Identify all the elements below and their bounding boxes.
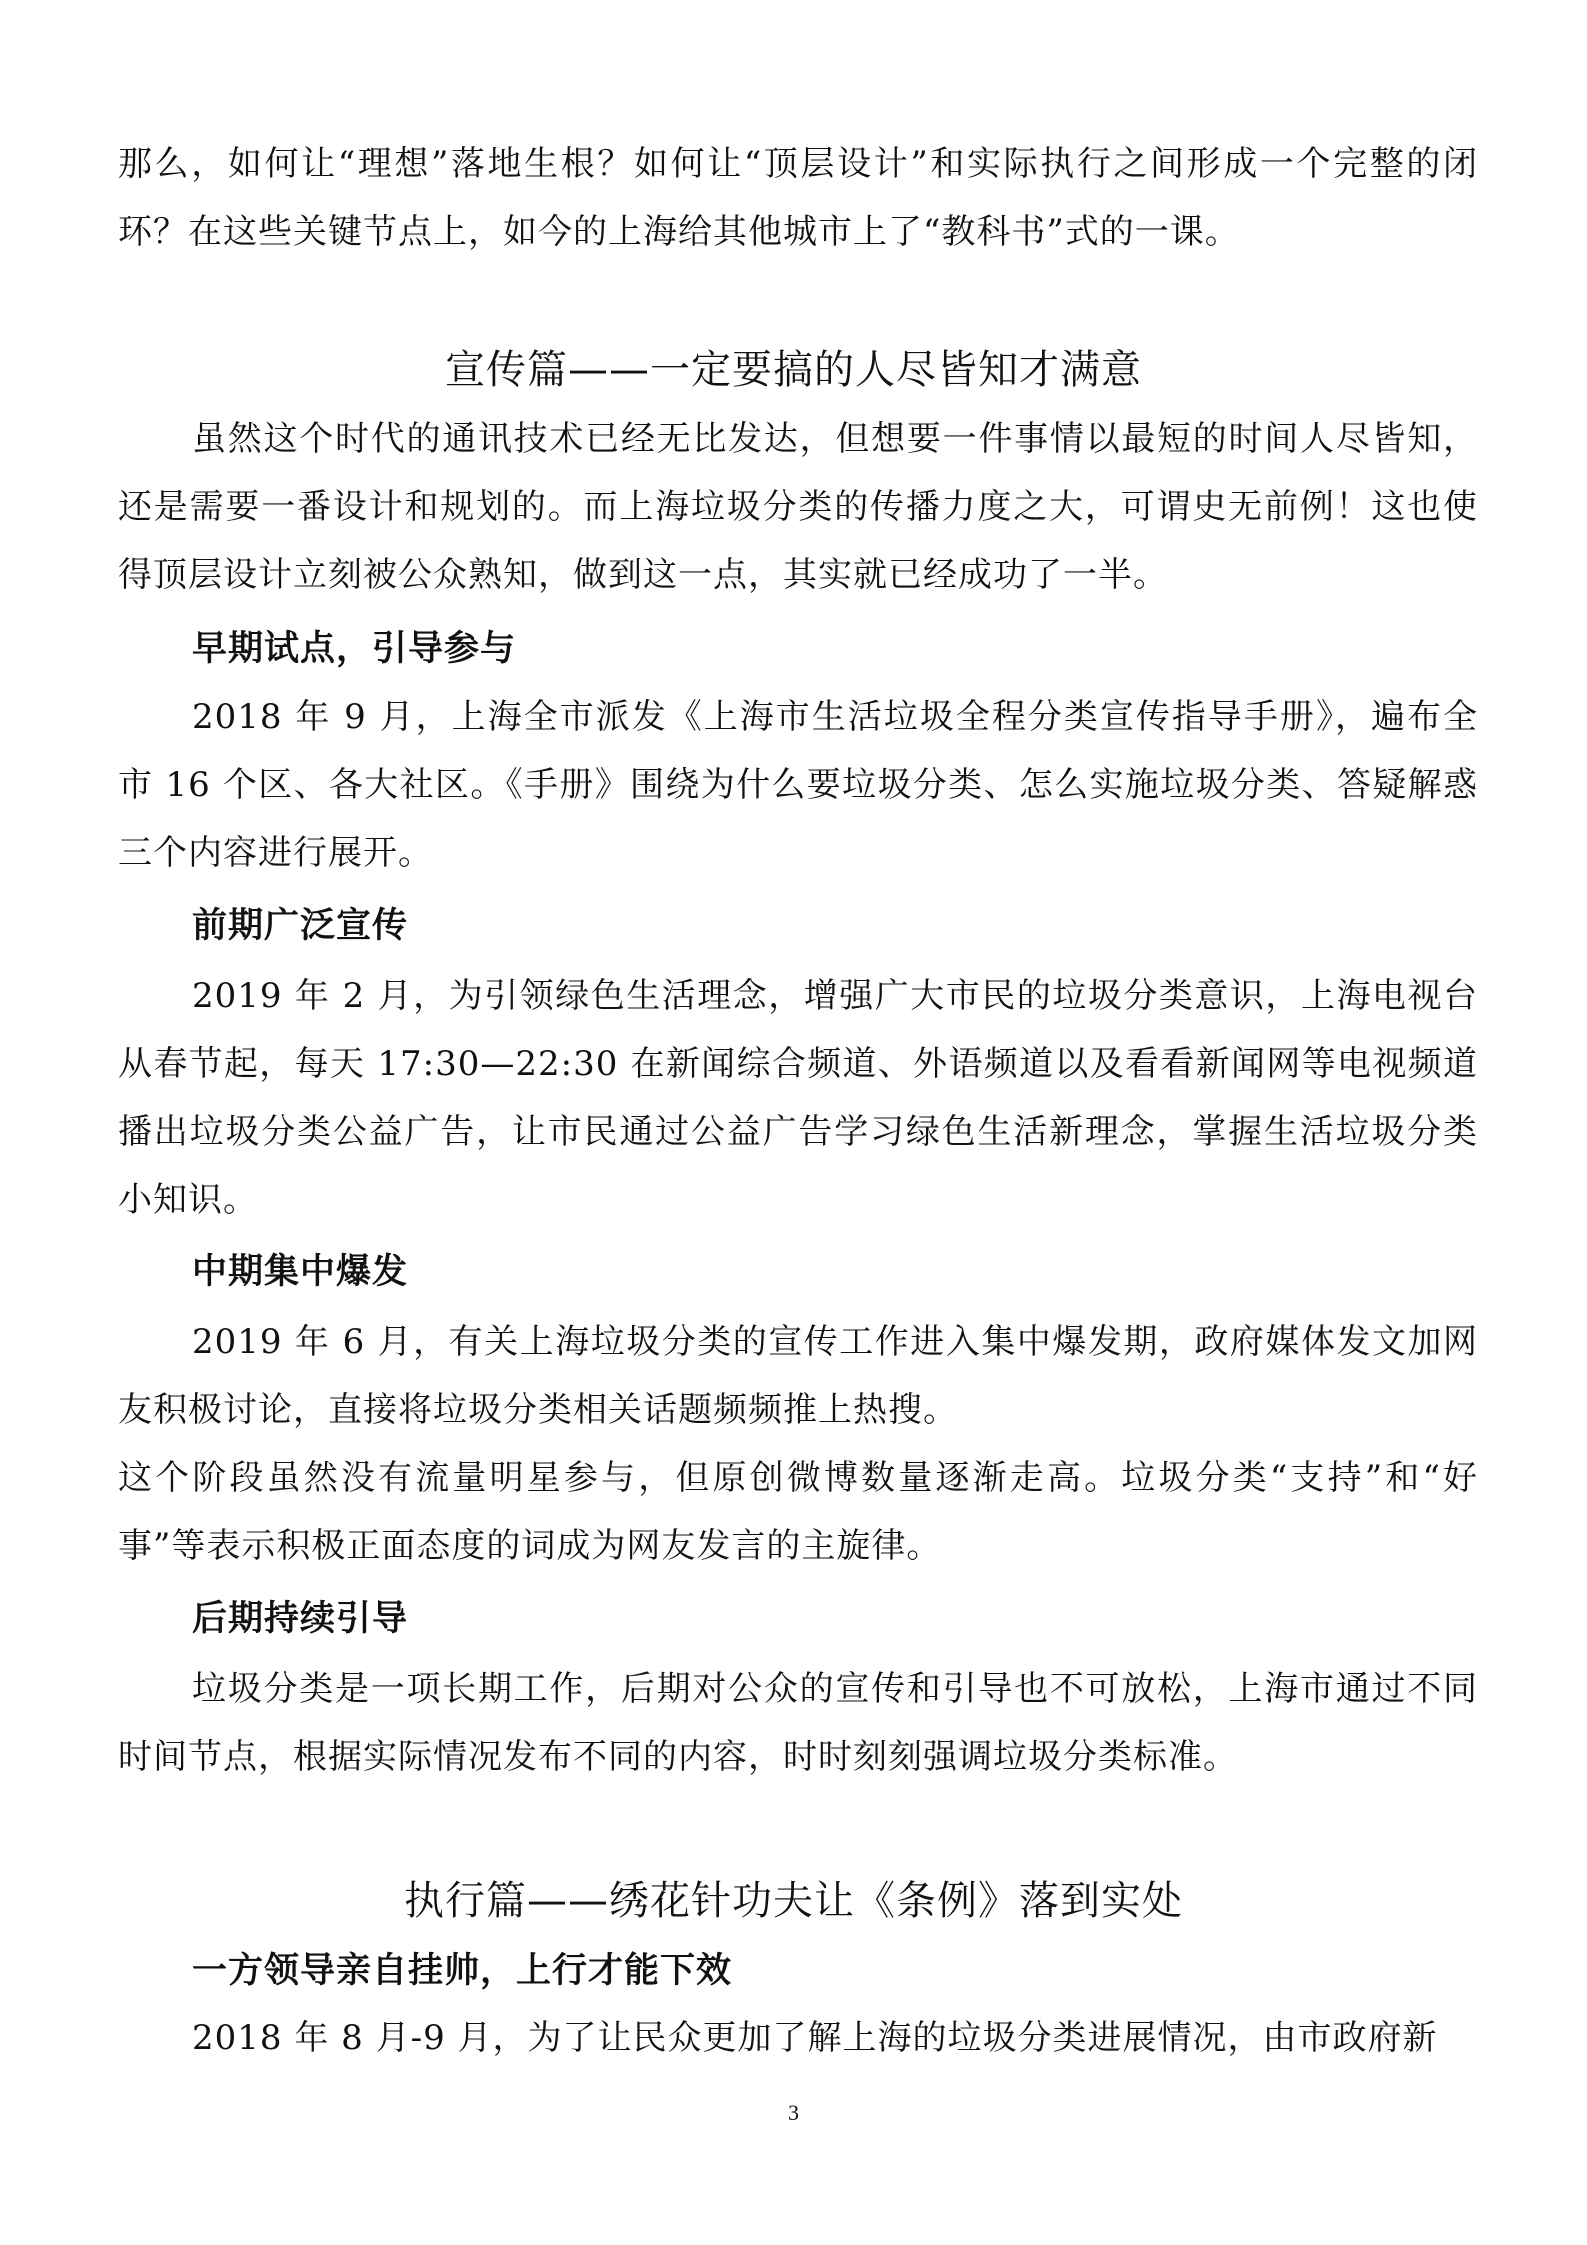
execution-section-title: 执行篇——绣花针功夫让《条例》落到实处 xyxy=(404,1878,1183,1924)
publicity-section-title: 宣传篇——一定要搞的人尽皆知才满意 xyxy=(445,347,1142,393)
mid-burst-heading: 中期集中爆发 xyxy=(192,1252,409,1292)
intro-paragraph: 那么，如何让“理想”落地生根？如何让“顶层设计”和实际执行之间形成一个完整的闭环？在这些关键节点上，如今的上海给其他城市上了“教科书”式的一课。 xyxy=(118,144,1478,252)
early-publicity-paragraph: 2019 年 2 月，为引领绿色生活理念，增强广大市民的垃圾分类意识，上海电视台从春节起，每天 17:30—22:30 在新闻综合频道、外语频道以及看看新闻网等电视频道播出垃圾分类公益广告，让市民通过公益广告学习绿色生活新理念，掌握生活垃圾分类小知识。 xyxy=(118,976,1478,1220)
late-guidance-paragraph: 垃圾分类是一项长期工作，后期对公众的宣传和引导也不可放松，上海市通过不同时间节点，根据实际情况发布不同的内容，时时刻刻强调垃圾分类标准。 xyxy=(118,1669,1478,1777)
mid-burst-paragraph-2: 这个阶段虽然没有流量明星参与，但原创微博数量逐渐走高。垃圾分类“支持”和“好事”等表示积极正面态度的词成为网友发言的主旋律。 xyxy=(118,1458,1478,1566)
early-pilot-heading: 早期试点，引导参与 xyxy=(192,629,517,669)
publicity-intro-paragraph: 虽然这个时代的通讯技术已经无比发达，但想要一件事情以最短的时间人尽皆知，还是需要一番设计和规划的。而上海垃圾分类的传播力度之大，可谓史无前例！这也使得顶层设计立刻被公众熟知，做到这一点，其实就已经成功了一半。 xyxy=(118,419,1478,595)
early-publicity-heading: 前期广泛宣传 xyxy=(192,906,409,946)
early-pilot-paragraph: 2018 年 9 月，上海全市派发《上海市生活垃圾全程分类宣传指导手册》，遍布全市 16 个区、各大社区。《手册》围绕为什么要垃圾分类、怎么实施垃圾分类、答疑解惑三个内容进行展开。 xyxy=(118,697,1478,873)
mid-burst-paragraph-1: 2019 年 6 月，有关上海垃圾分类的宣传工作进入集中爆发期，政府媒体发文加网友积极讨论，直接将垃圾分类相关话题频频推上热搜。 xyxy=(118,1322,1478,1430)
leadership-paragraph: 2018 年 8 月-9 月，为了让民众更加了解上海的垃圾分类进展情况，由市政府新 xyxy=(192,2018,1438,2058)
leadership-heading: 一方领导亲自挂帅，上行才能下效 xyxy=(192,1951,733,1991)
late-guidance-heading: 后期持续引导 xyxy=(192,1599,409,1639)
page-number: 3 xyxy=(788,2100,799,2125)
